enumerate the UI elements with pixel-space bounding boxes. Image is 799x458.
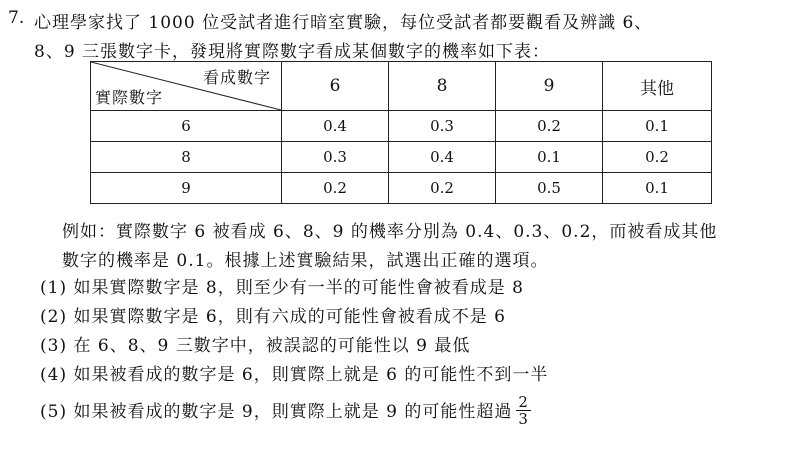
corner-label-seen: 看成數字 bbox=[202, 68, 271, 87]
option-5-text: (5) 如果被看成的數字是 9，則實際上就是 9 的可能性超過 bbox=[40, 402, 513, 422]
question-text-line-2: 8、9 三張數字卡，發現將實際數字看成某個數字的機率如下表： bbox=[34, 42, 551, 62]
column-header: 8 bbox=[389, 62, 496, 111]
question-text-line-1: 心理學家找了 1000 位受試者進行暗室實驗，每位受試者都要觀看及辨識 6、 bbox=[34, 13, 653, 33]
table-cell: 0.1 bbox=[603, 111, 712, 142]
table-header-row bbox=[91, 62, 712, 111]
table-cell: 0.2 bbox=[282, 173, 389, 204]
table-cell: 0.3 bbox=[282, 142, 389, 173]
fraction bbox=[516, 394, 531, 427]
question-number: 7. bbox=[8, 8, 25, 28]
option-5 bbox=[40, 393, 531, 429]
table-cell: 0.2 bbox=[603, 142, 712, 173]
probability-table bbox=[90, 61, 712, 204]
example-text-line-2: 數字的機率是 0.1。根據上述實驗結果，試選出正確的選項。 bbox=[62, 251, 549, 271]
option-1: (1) 如果實際數字是 8，則至少有一半的可能性會被看成是 8 bbox=[40, 278, 524, 298]
column-header: 其他 bbox=[603, 62, 712, 111]
column-header: 6 bbox=[282, 62, 389, 111]
option-3: (3) 在 6、8、9 三數字中，被誤認的可能性以 9 最低 bbox=[40, 336, 471, 356]
corner-label-actual: 實際數字 bbox=[95, 88, 164, 107]
fraction-numerator: 2 bbox=[518, 393, 529, 411]
example-text-line-1: 例如：實際數字 6 被看成 6、8、9 的機率分別為 0.4、0.3、0.2，而被看成其他 bbox=[62, 222, 718, 242]
table-row bbox=[91, 173, 712, 204]
table-row bbox=[91, 142, 712, 173]
table-row bbox=[91, 111, 712, 142]
column-header: 9 bbox=[496, 62, 603, 111]
row-label: 8 bbox=[91, 142, 282, 173]
table-cell: 0.1 bbox=[603, 173, 712, 204]
table-corner-cell bbox=[91, 62, 282, 111]
table-cell: 0.5 bbox=[496, 173, 603, 204]
table-cell: 0.1 bbox=[496, 142, 603, 173]
fraction-denominator: 3 bbox=[518, 410, 529, 428]
table-cell: 0.3 bbox=[389, 111, 496, 142]
row-label: 9 bbox=[91, 173, 282, 204]
option-2: (2) 如果實際數字是 6，則有六成的可能性會被看成不是 6 bbox=[40, 307, 506, 327]
table-cell: 0.2 bbox=[496, 111, 603, 142]
option-4: (4) 如果被看成的數字是 6，則實際上就是 6 的可能性不到一半 bbox=[40, 365, 549, 385]
row-label: 6 bbox=[91, 111, 282, 142]
table-cell: 0.4 bbox=[389, 142, 496, 173]
table-cell: 0.2 bbox=[389, 173, 496, 204]
table-cell: 0.4 bbox=[282, 111, 389, 142]
